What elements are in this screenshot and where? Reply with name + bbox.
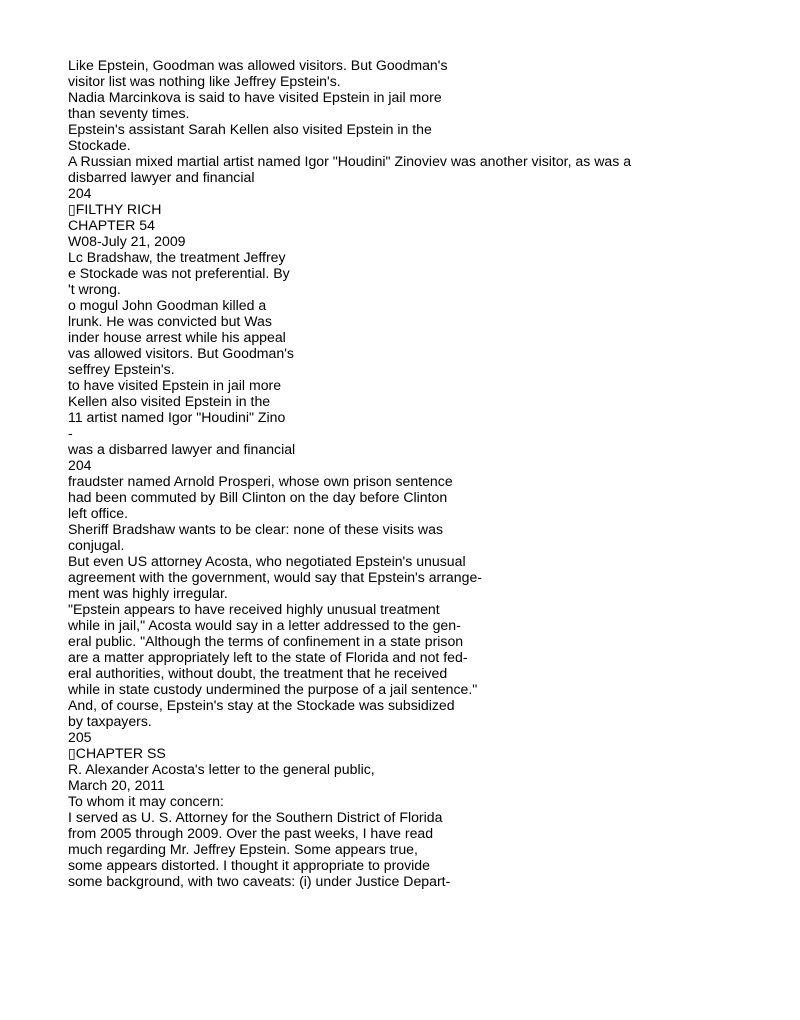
text-line: R. Alexander Acosta's letter to the general public, (68, 761, 375, 777)
text-line: was a disbarred lawyer and financial (68, 441, 296, 457)
text-line: some background, with two caveats: (i) under Justice Depart- (68, 873, 451, 889)
text-line: Stockade. (68, 137, 131, 153)
text-line: o mogul John Goodman killed a (68, 297, 267, 313)
text-line: W08-July 21, 2009 (68, 233, 186, 249)
text-line: left office. (68, 505, 129, 521)
text-line: while in jail," Acosta would say in a letter addressed to the gen- (68, 617, 461, 633)
text-line: much regarding Mr. Jeffrey Epstein. Some appears true, (68, 841, 418, 857)
text-line: Kellen also visited Epstein in the (68, 393, 271, 409)
text-line: 11 artist named Igor "Houdini" Zino (68, 409, 286, 425)
chapter-heading: CHAPTER 54 (68, 217, 155, 233)
text-line: But even US attorney Acosta, who negotiated Epstein's unusual (68, 553, 466, 569)
text-line: e Stockade was not preferential. By (68, 265, 290, 281)
running-header-text: FILTHY RICH (75, 201, 162, 217)
text-line: had been commuted by Bill Clinton on the day before Clinton (68, 489, 448, 505)
text-line: disbarred lawyer and financial (68, 169, 255, 185)
text-line: Nadia Marcinkova is said to have visited Epstein in jail more (68, 89, 442, 105)
running-header (68, 201, 768, 217)
text-line: Sheriff Bradshaw wants to be clear: none of these visits was (68, 521, 443, 537)
text-line: agreement with the government, would say that Epstein's arrange- (68, 569, 482, 585)
missing-glyph-box: ▯ (68, 201, 76, 217)
text-line: To whom it may concern: (68, 793, 224, 809)
text-line: Like Epstein, Goodman was allowed visitors. But Goodman's (68, 57, 448, 73)
chapter-heading-text: CHAPTER SS (75, 745, 166, 761)
text-line: "Epstein appears to have received highly unusual treatment (68, 601, 440, 617)
text-line: are a matter appropriately left to the state of Florida and not fed- (68, 649, 468, 665)
text-line: 't wrong. (68, 281, 121, 297)
text-line: by taxpayers. (68, 713, 152, 729)
chapter-heading (68, 745, 768, 761)
text-line: to have visited Epstein in jail more (68, 377, 282, 393)
text-line: from 2005 through 2009. Over the past weeks, I have read (68, 825, 434, 841)
text-line: eral authorities, without doubt, the treatment that he received (68, 665, 448, 681)
text-line: A Russian mixed martial artist named Igor "Houdini" Zinoviev was another visitor, as was a (68, 153, 632, 169)
text-line: visitor list was nothing like Jeffrey Epstein's. (68, 73, 341, 89)
text-line: - (68, 425, 73, 441)
text-line: Lc Bradshaw, the treatment Jeffrey (68, 249, 286, 265)
text-line: ment was highly irregular. (68, 585, 228, 601)
text-line: lrunk. He was convicted but Was (68, 313, 272, 329)
missing-glyph-box: ▯ (68, 745, 76, 761)
text-line: fraudster named Arnold Prosperi, whose own prison sentence (68, 473, 453, 489)
page-number: 204 (68, 457, 92, 473)
document-page (68, 57, 768, 889)
text-line: And, of course, Epstein's stay at the Stockade was subsidized (68, 697, 455, 713)
text-line: eral public. "Although the terms of confinement in a state prison (68, 633, 464, 649)
text-line: while in state custody undermined the purpose of a jail sentence." (68, 681, 478, 697)
text-line: I served as U. S. Attorney for the Southern District of Florida (68, 809, 443, 825)
text-line: Epstein's assistant Sarah Kellen also visited Epstein in the (68, 121, 432, 137)
text-line: conjugal. (68, 537, 125, 553)
text-line: seffrey Epstein's. (68, 361, 175, 377)
text-line: some appears distorted. I thought it appropriate to provide (68, 857, 430, 873)
page-number: 204 (68, 185, 92, 201)
text-line: vas allowed visitors. But Goodman's (68, 345, 294, 361)
text-line: inder house arrest while his appeal (68, 329, 286, 345)
page-number: 205 (68, 729, 92, 745)
text-line: March 20, 2011 (68, 777, 165, 793)
text-line: than seventy times. (68, 105, 190, 121)
